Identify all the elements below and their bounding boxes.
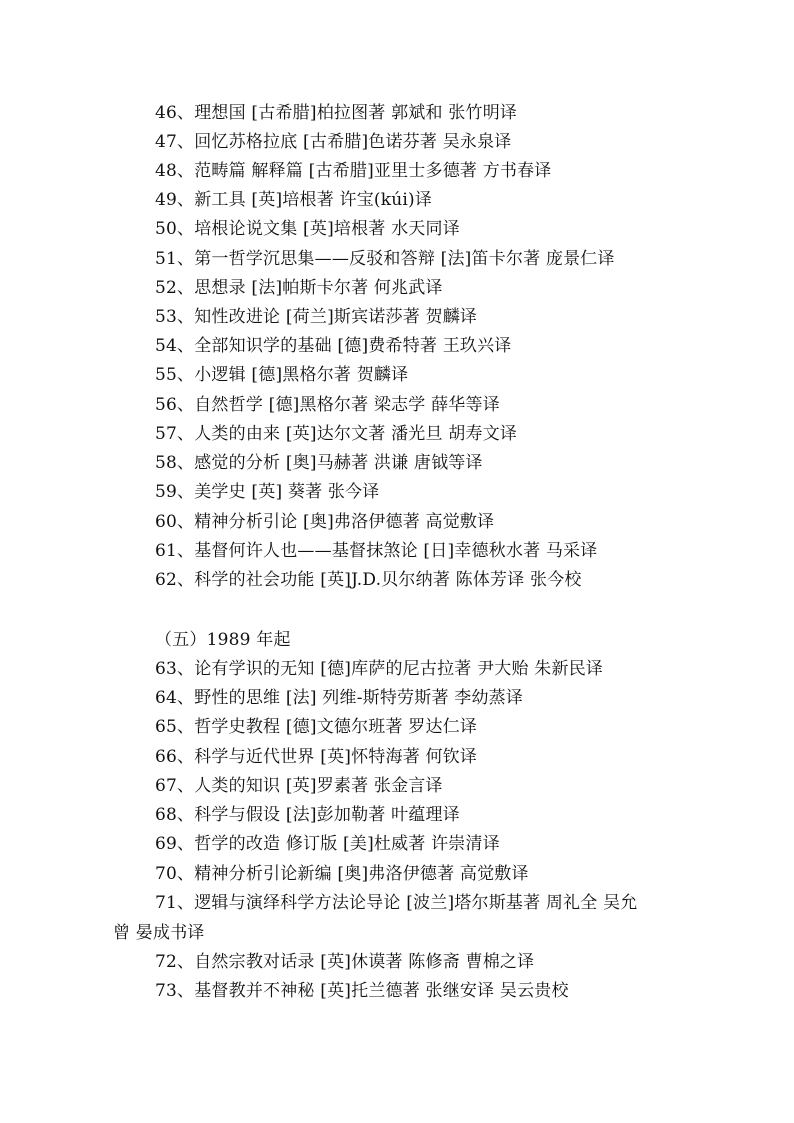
list-item: 50、培根论说文集 [英]培根著 水天同译 <box>155 219 460 239</box>
list-item: 69、哲学的改造 修订版 [美]杜威著 许崇清译 <box>155 834 500 854</box>
list-item: 63、论有学识的无知 [德]库萨的尼古拉著 尹大贻 朱新民译 <box>155 659 604 679</box>
section-heading: （五）1989 年起 <box>155 630 291 650</box>
list-item: 72、自然宗教对话录 [英]休谟著 陈修斋 曹棉之译 <box>155 952 535 972</box>
list-item: 65、哲学史教程 [德]文德尔班著 罗达仁译 <box>155 717 478 737</box>
list-item: 59、美学史 [英] 葵著 张今译 <box>155 482 380 502</box>
list-item: 47、回忆苏格拉底 [古希腊]色诺芬著 吴永泉译 <box>155 132 512 152</box>
list-item: 46、理想国 [古希腊]柏拉图著 郭斌和 张竹明译 <box>155 103 518 123</box>
list-item: 71、逻辑与演绎科学方法论导论 [波兰]塔尔斯基著 周礼全 吴允 <box>155 893 638 913</box>
list-item: 66、科学与近代世界 [英]怀特海著 何钦译 <box>155 747 478 767</box>
list-item: 58、感觉的分析 [奥]马赫著 洪谦 唐钺等译 <box>155 453 483 473</box>
list-item: 53、知性改进论 [荷兰]斯宾诺莎著 贺麟译 <box>155 307 478 327</box>
list-item: 48、范畴篇 解释篇 [古希腊]亚里士多德著 方书春译 <box>155 161 552 181</box>
list-item: 64、野性的思维 [法] 列维-斯特劳斯著 李幼蒸译 <box>155 688 524 708</box>
list-item: 55、小逻辑 [德]黑格尔著 贺麟译 <box>155 365 409 385</box>
list-item: 49、新工具 [英]培根著 许宝(kúi)译 <box>155 190 433 210</box>
list-item: 51、第一哲学沉思集——反驳和答辩 [法]笛卡尔著 庞景仁译 <box>155 249 615 269</box>
list-item: 67、人类的知识 [英]罗素著 张金言译 <box>155 776 443 796</box>
list-item: 61、基督何许人也——基督抹煞论 [日]幸德秋水著 马采译 <box>155 541 598 561</box>
list-item: 54、全部知识学的基础 [德]费希特著 王玖兴译 <box>155 336 512 356</box>
list-item: 60、精神分析引论 [奥]弗洛伊德著 高觉敷译 <box>155 512 495 532</box>
list-item: 52、思想录 [法]帕斯卡尔著 何兆武译 <box>155 278 443 298</box>
list-item-continuation: 曾 晏成书译 <box>113 923 205 943</box>
list-item: 70、精神分析引论新编 [奥]弗洛伊德著 高觉敷译 <box>155 864 529 884</box>
list-item: 57、人类的由来 [英]达尔文著 潘光旦 胡寿文译 <box>155 424 518 444</box>
list-item: 62、科学的社会功能 [英]J.D.贝尔纳著 陈体芳译 张今校 <box>155 570 582 590</box>
list-item: 68、科学与假设 [法]彭加勒著 叶蕴理译 <box>155 805 460 825</box>
list-item: 56、自然哲学 [德]黑格尔著 梁志学 薛华等译 <box>155 395 500 415</box>
list-item: 73、基督教并不神秘 [英]托兰德著 张继安译 吴云贵校 <box>155 981 569 1001</box>
